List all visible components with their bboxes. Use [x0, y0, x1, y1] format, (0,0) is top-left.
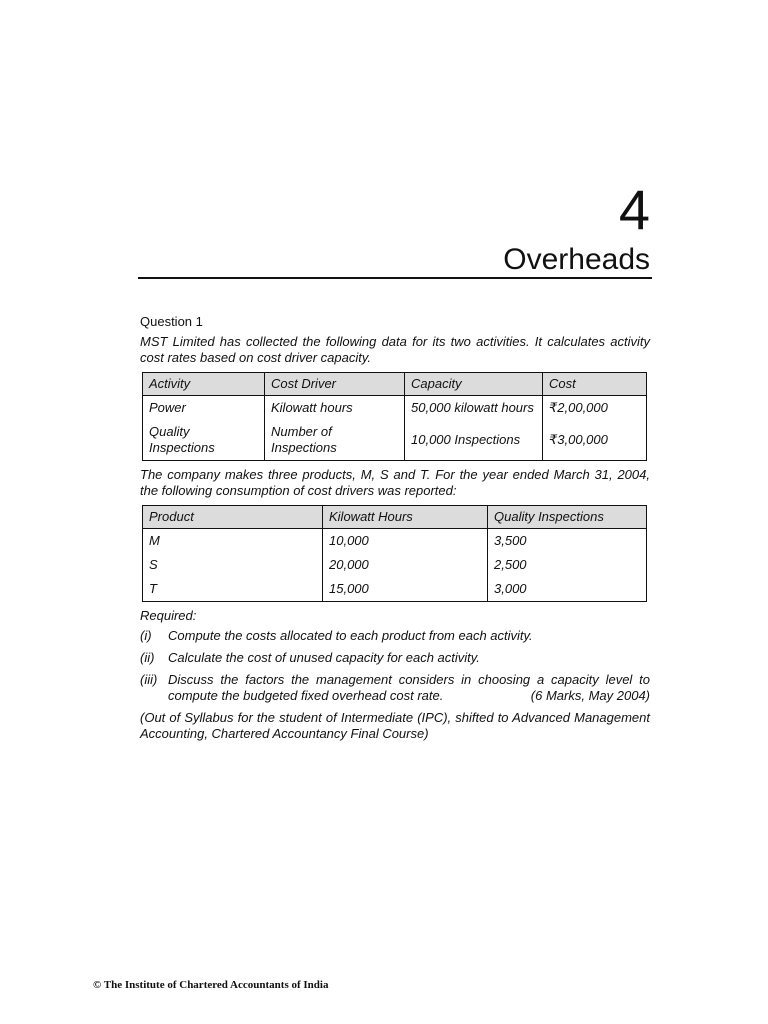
table-cell: Quality Inspections	[143, 420, 265, 461]
table-cell: Power	[143, 396, 265, 421]
item-text: Compute the costs allocated to each product from each activity.	[168, 628, 533, 643]
table-cell: M	[143, 529, 323, 554]
table-cell: 2,500	[488, 553, 647, 577]
item-number: (ii)	[140, 650, 155, 665]
product-table-header	[143, 506, 647, 529]
header-cell: Quality Inspections	[488, 506, 647, 529]
table-cell: S	[143, 553, 323, 577]
table-cell: ₹2,00,000	[543, 396, 647, 421]
table-row	[143, 529, 647, 554]
requirement-item	[140, 650, 650, 666]
table-cell: 50,000 kilowatt hours	[405, 396, 543, 421]
activity-table	[142, 372, 647, 461]
consumption-text: The company makes three products, M, S and T. For the year ended March 31, 2004, the following consumption of cost drivers was reported:	[140, 467, 650, 498]
syllabus-note: (Out of Syllabus for the student of Intermediate (IPC), shifted to Advanced Management Accounting, Chartered Accountancy Final Course)	[140, 710, 650, 741]
header-cell: Activity	[143, 373, 265, 396]
title-rule	[138, 277, 652, 279]
table-cell: 15,000	[323, 577, 488, 602]
header-cell: Cost	[543, 373, 647, 396]
table-cell: 10,000	[323, 529, 488, 554]
chapter-number: 4	[618, 178, 650, 241]
activity-table-header	[143, 373, 647, 396]
table-row	[143, 420, 647, 461]
item-text: Discuss the factors the management considers in choosing a capacity level to compute the budgeted fixed overhead cost rate.	[168, 672, 650, 703]
question-heading: Question 1	[140, 314, 203, 329]
header-cell: Cost Driver	[265, 373, 405, 396]
header-cell: Product	[143, 506, 323, 529]
question-intro: MST Limited has collected the following data for its two activities. It calculates activity cost rates based on cost driver capacity.	[140, 334, 650, 365]
product-table	[142, 505, 647, 602]
requirement-item	[140, 672, 650, 704]
table-row	[143, 577, 647, 602]
header-cell: Kilowatt Hours	[323, 506, 488, 529]
table-cell: 10,000 Inspections	[405, 420, 543, 461]
table-cell: ₹3,00,000	[543, 420, 647, 461]
item-number: (i)	[140, 628, 152, 643]
footer-copyright: © The Institute of Chartered Accountants of India	[93, 979, 329, 991]
requirement-item	[140, 628, 650, 644]
marks-label: (6 Marks, May 2004)	[530, 688, 650, 703]
table-cell: Kilowatt hours	[265, 396, 405, 421]
chapter-title: Overheads	[503, 243, 650, 276]
item-number: (iii)	[140, 672, 158, 687]
item-text-with-marks	[168, 672, 650, 704]
table-cell: 3,000	[488, 577, 647, 602]
table-cell: 3,500	[488, 529, 647, 554]
table-row	[143, 553, 647, 577]
table-cell: Number of Inspections	[265, 420, 405, 461]
question-content	[140, 314, 650, 742]
header-cell: Capacity	[405, 373, 543, 396]
required-label: Required:	[140, 608, 197, 623]
table-cell: 20,000	[323, 553, 488, 577]
table-cell: T	[143, 577, 323, 602]
item-text: Calculate the cost of unused capacity for each activity.	[168, 650, 480, 665]
table-row	[143, 396, 647, 421]
